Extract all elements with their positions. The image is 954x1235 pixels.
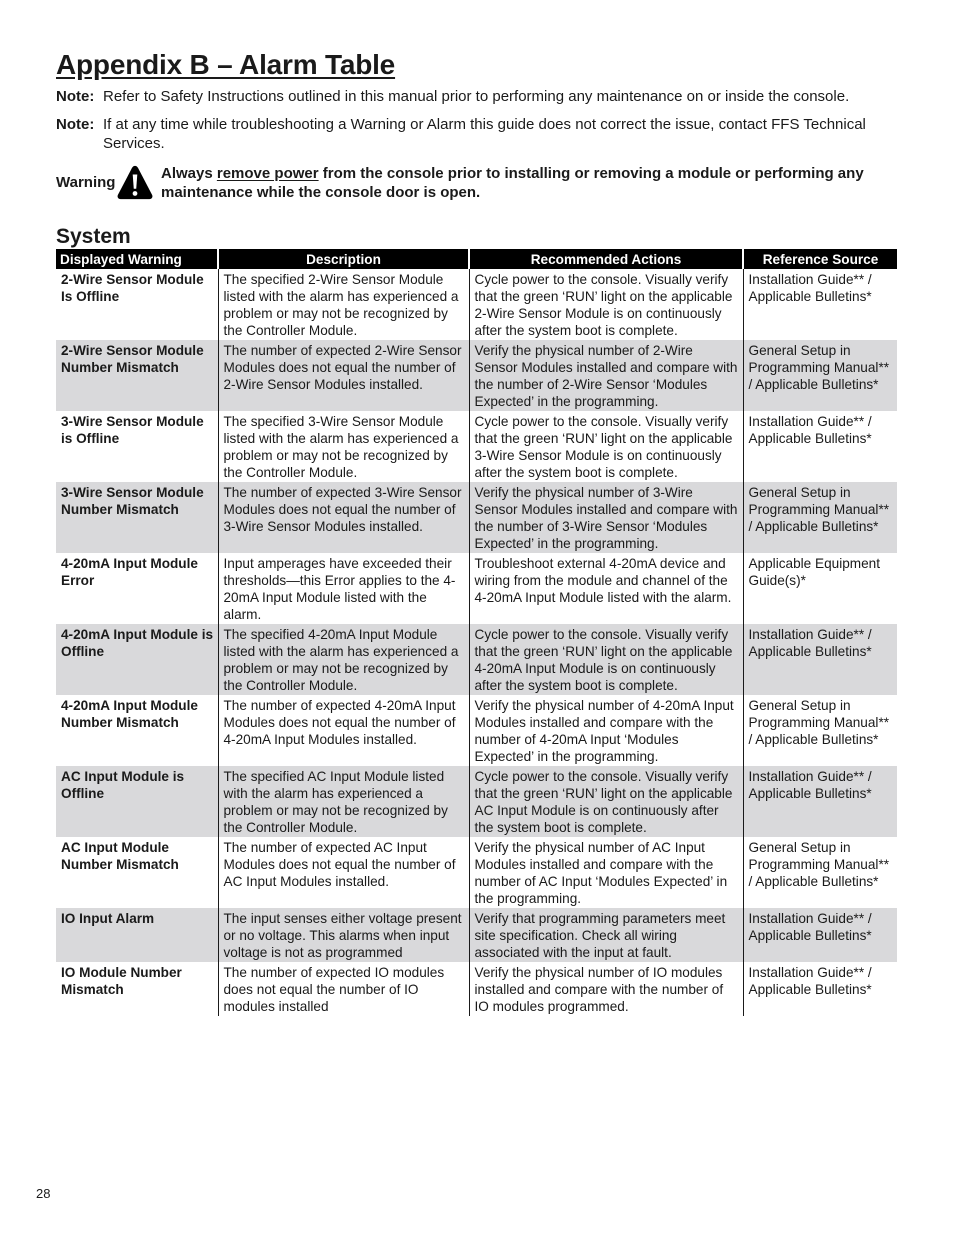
cell-reference: Applicable Equipment Guide(s)*	[743, 553, 897, 624]
cell-description: The number of expected 3-Wire Sensor Modules does not equal the number of 3-Wire Sensor Modules installed.	[218, 482, 469, 553]
table-header-row	[56, 249, 897, 269]
cell-warning: 3-Wire Sensor Module Number Mismatch	[56, 482, 218, 553]
cell-description: The number of expected 4-20mA Input Modules does not equal the number of 4-20mA Input Modules installed.	[218, 695, 469, 766]
warning-block	[56, 164, 906, 206]
cell-reference: Installation Guide** / Applicable Bulletins*	[743, 766, 897, 837]
column-header-actions: Recommended Actions	[469, 249, 743, 269]
column-header-description: Description	[218, 249, 469, 269]
cell-warning: 2-Wire Sensor Module Number Mismatch	[56, 340, 218, 411]
cell-reference: General Setup in Programming Manual** / Applicable Bulletins*	[743, 340, 897, 411]
cell-reference: General Setup in Programming Manual** / Applicable Bulletins*	[743, 695, 897, 766]
note-text: If at any time while troubleshooting a Warning or Alarm this guide does not correct the issue, contact FFS Technical Services.	[103, 116, 866, 152]
cell-description: The specified 4-20mA Input Module listed with the alarm has experienced a problem or may not be recognized by the Controller Module.	[218, 624, 469, 695]
table-row	[56, 482, 897, 553]
cell-action: Verify the physical number of IO modules installed and compare with the number of IO modules programmed.	[469, 962, 743, 1016]
cell-reference: Installation Guide** / Applicable Bulletins*	[743, 411, 897, 482]
cell-warning: 2-Wire Sensor Module Is Offline	[61, 272, 204, 304]
cell-reference: Installation Guide** / Applicable Bulletins*	[743, 962, 897, 1016]
note-safety	[56, 87, 906, 106]
warning-emphasis: remove power	[216, 165, 319, 182]
table-row	[56, 962, 897, 1016]
note-contact-support	[56, 115, 906, 153]
exclamation-triangle-icon	[116, 164, 154, 202]
cell-warning: IO Input Alarm	[56, 908, 218, 962]
note-label: Note:	[56, 116, 95, 133]
cell-action: Verify the physical number of 2-Wire Sensor Modules installed and compare with the number of 2-Wire Sensor ‘Modules Expected’ in the programming.	[469, 340, 743, 411]
warning-text: Always remove power from the console prior to installing or removing a module or performing any maintenance while the console door is open.	[161, 165, 864, 201]
cell-warning: 4-20mA Input Module Error	[61, 556, 198, 588]
warning-label: Warning	[56, 174, 116, 191]
table-row	[56, 837, 897, 908]
cell-description: The specified 2-Wire Sensor Module listed with the alarm has experienced a problem or may not be recognized by the Controller Module.	[218, 269, 469, 340]
column-header-reference: Reference Source	[743, 249, 897, 269]
cell-reference: Installation Guide** / Applicable Bulletins*	[743, 269, 897, 340]
table-row	[56, 766, 897, 837]
cell-warning: AC Input Module is Offline	[56, 766, 218, 837]
note-text: Refer to Safety Instructions outlined in this manual prior to performing any maintenance on or inside the console.	[103, 88, 850, 105]
cell-description: Input amperages have exceeded their thresholds—this Error applies to the 4-20mA Input Module listed with the alarm.	[218, 553, 469, 624]
table-row	[56, 624, 897, 695]
cell-description: The specified AC Input Module listed with the alarm has experienced a problem or may not be recognized by the Controller Module.	[218, 766, 469, 837]
page-title: Appendix B – Alarm Table	[56, 49, 396, 80]
cell-action: Verify that programming parameters meet site specification. Check all wiring associated with the input at fault.	[469, 908, 743, 962]
cell-action: Cycle power to the console. Visually verify that the green ‘RUN’ light on the applicable AC Input Module is on continuously after the system boot is complete.	[469, 766, 743, 837]
cell-warning: 4-20mA Input Module is Offline	[56, 624, 218, 695]
cell-action: Verify the physical number of AC Input Modules installed and compare with the number of AC Input ‘Modules Expected’ in the programming.	[469, 837, 743, 908]
note-label: Note:	[56, 88, 95, 105]
page-number: 28	[36, 1186, 51, 1201]
cell-action: Troubleshoot external 4-20mA device and wiring from the module and channel of the 4-20mA Input Module listed with the alarm.	[469, 553, 743, 624]
section-title: System	[56, 225, 131, 248]
table-row	[56, 411, 897, 482]
column-header-warning: Displayed Warning	[56, 249, 218, 269]
cell-description: The input senses either voltage present or no voltage. This alarms when input voltage is not as programmed	[218, 908, 469, 962]
table-row	[56, 553, 897, 624]
cell-action: Verify the physical number of 3-Wire Sensor Modules installed and compare with the number of 3-Wire Sensor ‘Modules Expected’ in the programming.	[469, 482, 743, 553]
table-row	[56, 340, 897, 411]
cell-reference: General Setup in Programming Manual** / Applicable Bulletins*	[743, 837, 897, 908]
alarm-table	[56, 249, 897, 1016]
cell-reference: Installation Guide** / Applicable Bulletins*	[743, 908, 897, 962]
cell-description: The number of expected 2-Wire Sensor Modules does not equal the number of 2-Wire Sensor Modules installed.	[218, 340, 469, 411]
table-row	[56, 908, 897, 962]
cell-warning: 3-Wire Sensor Module is Offline	[61, 414, 204, 446]
cell-warning: 4-20mA Input Module Number Mismatch	[61, 698, 198, 730]
cell-reference: Installation Guide** / Applicable Bulletins*	[743, 624, 897, 695]
cell-warning: AC Input Module Number Mismatch	[61, 840, 179, 872]
cell-warning: IO Module Number Mismatch	[61, 965, 182, 997]
cell-description: The specified 3-Wire Sensor Module listed with the alarm has experienced a problem or may not be recognized by the Controller Module.	[218, 411, 469, 482]
cell-reference: General Setup in Programming Manual** / Applicable Bulletins*	[743, 482, 897, 553]
cell-action: Verify the physical number of 4-20mA Input Modules installed and compare with the number of 4-20mA Input ‘Modules Expected’ in the programming.	[469, 695, 743, 766]
table-row	[56, 269, 897, 340]
cell-action: Cycle power to the console. Visually verify that the green ‘RUN’ light on the applicable 2-Wire Sensor Module is on continuously after the system boot is complete.	[469, 269, 743, 340]
cell-description: The number of expected IO modules does not equal the number of IO modules installed	[218, 962, 469, 1016]
cell-action: Cycle power to the console. Visually verify that the green ‘RUN’ light on the applicable 4-20mA Input Module is on continuously after the system boot is complete.	[469, 624, 743, 695]
cell-description: The number of expected AC Input Modules does not equal the number of AC Input Modules installed.	[218, 837, 469, 908]
cell-action: Cycle power to the console. Visually verify that the green ‘RUN’ light on the applicable 3-Wire Sensor Module is on continuously after the system boot is complete.	[469, 411, 743, 482]
table-row	[56, 695, 897, 766]
